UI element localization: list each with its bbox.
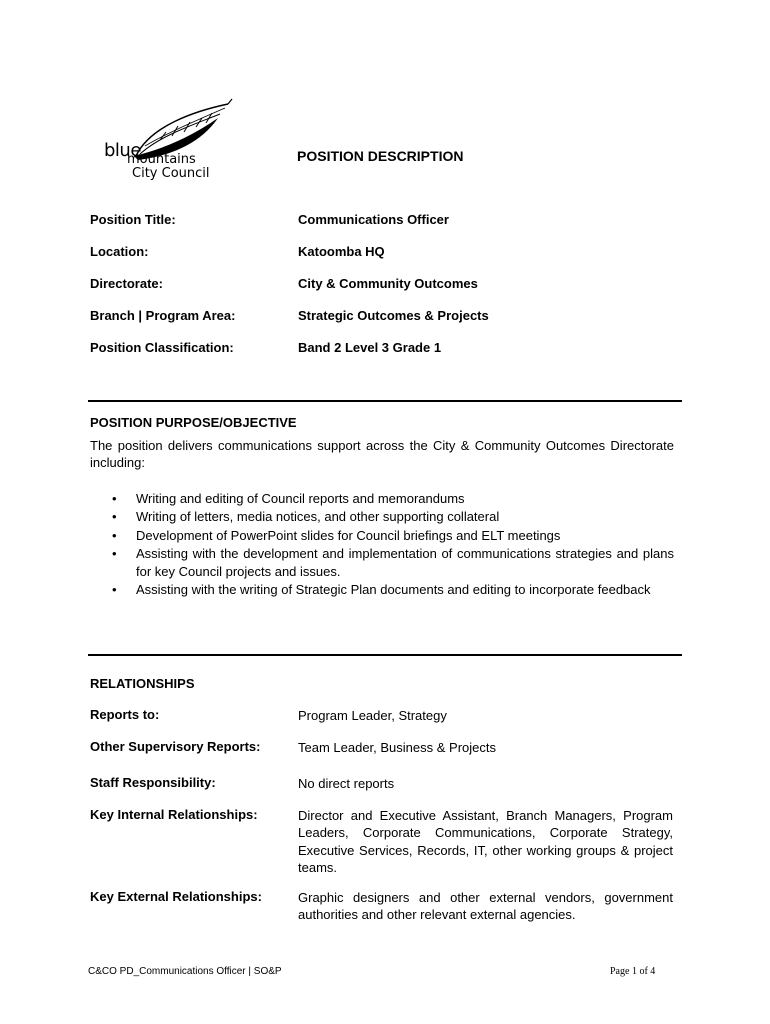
list-item: • Writing and editing of Council reports and memorandums: [90, 490, 674, 508]
purpose-list: [90, 490, 674, 600]
list-item: • Writing of letters, media notices, and other supporting collateral: [90, 508, 674, 526]
position-title-label: Position Title:: [90, 212, 176, 227]
relationships-heading: RELATIONSHIPS: [90, 676, 195, 691]
page-title: POSITION DESCRIPTION: [297, 148, 464, 164]
external-relationships-value: Graphic designers and other external vendors, government authorities and other relevant external agencies.: [298, 890, 673, 923]
internal-relationships-value: Director and Executive Assistant, Branch Managers, Program Leaders, Corporate Communications, Corporate Strategy, Executive Services, Records, IT, other working groups & project teams.: [298, 808, 673, 875]
section-divider: [88, 400, 682, 402]
directorate-value: City & Community Outcomes: [298, 276, 478, 291]
leaf-icon: [134, 99, 232, 160]
external-relationships-label: Key External Relationships:: [90, 889, 262, 904]
other-supervisory-label: Other Supervisory Reports:: [90, 739, 261, 754]
list-item: • Assisting with the writing of Strategic Plan documents and editing to incorporate feedback: [90, 581, 674, 599]
other-supervisory-value: Team Leader, Business & Projects: [298, 740, 496, 755]
classification-label: Position Classification:: [90, 340, 234, 355]
classification-value: Band 2 Level 3 Grade 1: [298, 340, 442, 355]
position-title-value: Communications Officer: [298, 212, 449, 227]
logo-text-city-council: City Council: [132, 166, 210, 181]
logo-text-mountains: mountains: [127, 152, 196, 167]
logo-text-blue: blue: [104, 140, 141, 161]
footer-document-ref: C&CO PD_Communications Officer | SO&P: [88, 966, 282, 977]
staff-responsibility-label: Staff Responsibility:: [90, 775, 216, 790]
branch-label: Branch | Program Area:: [90, 308, 236, 323]
list-item: • Assisting with the development and implementation of communications strategies and plans for key Council projects and issues.: [90, 545, 674, 582]
section-divider: [88, 654, 682, 656]
reports-to-label: Reports to:: [90, 707, 160, 722]
staff-responsibility-value: No direct reports: [298, 776, 395, 791]
location-value: Katoomba HQ: [298, 244, 385, 259]
reports-to-value: Program Leader, Strategy: [298, 708, 447, 723]
internal-relationships-label: Key Internal Relationships:: [90, 807, 258, 822]
location-label: Location:: [90, 244, 149, 259]
list-item: • Development of PowerPoint slides for Council briefings and ELT meetings: [90, 527, 674, 545]
footer-page-number: Page 1 of 4: [610, 966, 656, 977]
purpose-intro: The position delivers communications support across the City & Community Outcomes Directorate including:: [90, 438, 674, 470]
purpose-heading: POSITION PURPOSE/OBJECTIVE: [90, 415, 297, 430]
directorate-label: Directorate:: [90, 276, 163, 291]
branch-value: Strategic Outcomes & Projects: [298, 308, 489, 323]
